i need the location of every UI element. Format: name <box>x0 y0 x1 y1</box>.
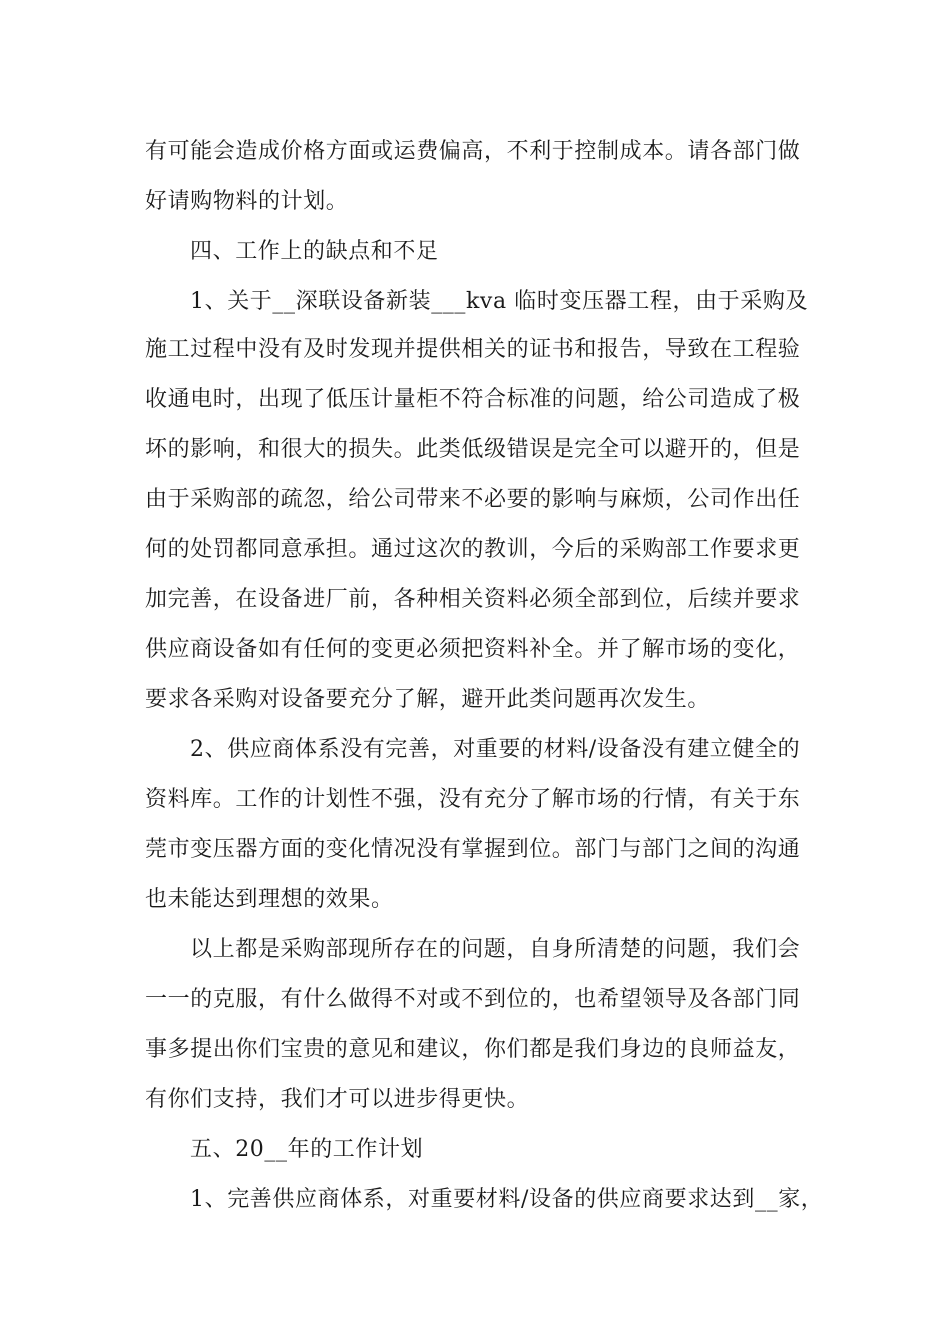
text-line: 2、供应商体系没有完善，对重要的材料/设备没有建立健全的 <box>190 737 801 762</box>
text-line: 1、关于__深联设备新装___kva 临时变压器工程，由于采购及 <box>190 289 809 314</box>
text-line: 供应商设备如有任何的变更必须把资料补全。并了解市场的变化， <box>145 637 801 662</box>
text-line: 以上都是采购部现所存在的问题，自身所清楚的问题，我们会 <box>190 937 801 962</box>
text-line: 也未能达到理想的效果。 <box>145 887 394 912</box>
text-line: 1、完善供应商体系，对重要材料/设备的供应商要求达到__家， <box>190 1187 824 1212</box>
text-line: 好请购物料的计划。 <box>145 189 349 214</box>
text-line: 要求各采购对设备要充分了解，避开此类问题再次发生。 <box>145 687 711 712</box>
section-heading: 五、20__年的工作计划 <box>190 1137 424 1162</box>
section-heading: 四、工作上的缺点和不足 <box>190 239 439 264</box>
text-line: 一一的克服，有什么做得不对或不到位的，也希望领导及各部门同 <box>145 987 801 1012</box>
text-line: 加完善，在设备进厂前，各种相关资料必须全部到位，后续并要求 <box>145 587 801 612</box>
text-line: 收通电时，出现了低压计量柜不符合标准的问题，给公司造成了极 <box>145 387 801 412</box>
text-line: 有可能会造成价格方面或运费偏高，不利于控制成本。请各部门做 <box>145 139 801 164</box>
text-line: 何的处罚都同意承担。通过这次的教训，今后的采购部工作要求更 <box>145 537 801 562</box>
text-line: 坏的影响，和很大的损失。此类低级错误是完全可以避开的，但是 <box>145 437 801 462</box>
text-line: 资料库。工作的计划性不强，没有充分了解市场的行情，有关于东 <box>145 787 801 812</box>
text-line: 施工过程中没有及时发现并提供相关的证书和报告，导致在工程验 <box>145 337 801 362</box>
text-line: 事多提出你们宝贵的意见和建议，你们都是我们身边的良师益友， <box>145 1037 801 1062</box>
text-line: 由于采购部的疏忽，给公司带来不必要的影响与麻烦，公司作出任 <box>145 487 801 512</box>
text-line: 有你们支持，我们才可以进步得更快。 <box>145 1087 530 1112</box>
text-line: 莞市变压器方面的变化情况没有掌握到位。部门与部门之间的沟通 <box>145 837 801 862</box>
